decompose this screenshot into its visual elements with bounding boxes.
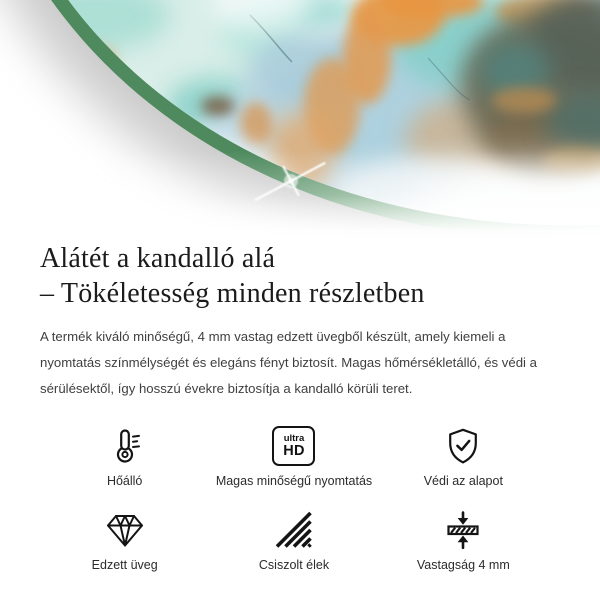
- polished-edges-icon: [274, 509, 314, 551]
- feature-label: Hőálló: [106, 474, 143, 488]
- feature-print-quality: [209, 425, 378, 488]
- page-title: [40, 241, 548, 311]
- hero-image: [0, 0, 600, 240]
- feature-label: Csiszolt élek: [258, 558, 330, 572]
- feature-label: Védi az alapot: [423, 474, 503, 488]
- diamond-icon: [105, 509, 145, 551]
- feature-thickness: [379, 509, 548, 572]
- feature-label: Vastagság 4 mm: [416, 558, 510, 572]
- feature-label: Edzett üveg: [91, 558, 158, 572]
- content-section: [0, 240, 600, 572]
- shield-check-icon: [443, 425, 483, 467]
- product-description: A termék kiváló minőségű, 4 mm vastag edzett üvegből készült, amely kiemeli a nyomtatás színmélységét és elegáns fényt biztosít. Magas hőmérsékletálló, és védi a sérülésektől, így hosszú évekre biztosítja a kandalló körüli teret.: [40, 329, 537, 396]
- feature-protects-base: [379, 425, 548, 488]
- title-line-1: Alátét a kandalló alá: [40, 243, 276, 274]
- thickness-icon: [443, 509, 483, 551]
- feature-polished-edges: [209, 509, 378, 572]
- feature-grid: [40, 425, 548, 572]
- feature-label: Magas minőségű nyomtatás: [215, 474, 373, 488]
- thermometer-icon: [105, 425, 145, 467]
- title-line-2: – Tökéletesség minden részletben: [40, 278, 425, 309]
- feature-tempered-glass: [40, 509, 209, 572]
- ultra-hd-text-top: ultra: [283, 432, 305, 444]
- feature-heat-resistant: [40, 425, 209, 488]
- glass-hearth-pad-photo: [0, 0, 600, 240]
- ultra-hd-icon: [272, 425, 315, 467]
- ultra-hd-text-bottom: HD: [283, 443, 305, 459]
